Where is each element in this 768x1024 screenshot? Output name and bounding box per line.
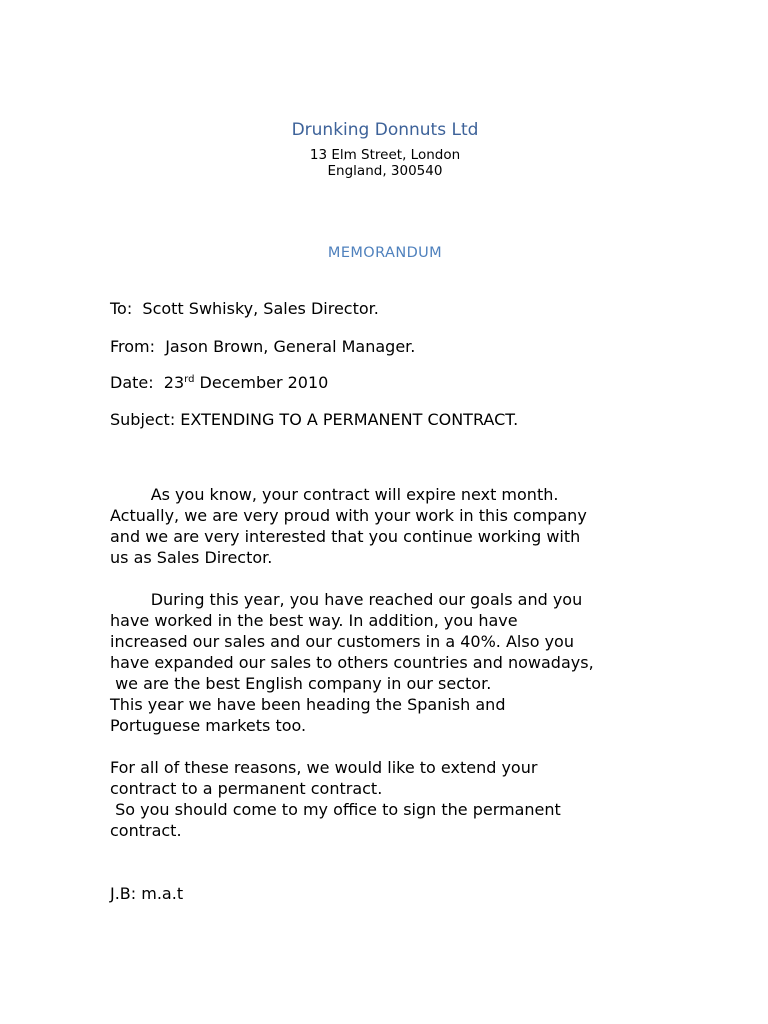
body-paragraph-3 xyxy=(110,757,680,841)
body-line: contract to a permanent contract. xyxy=(110,779,383,798)
memo-from: From: Jason Brown, General Manager. xyxy=(110,337,416,356)
memo-to: To: Scott Swhisky, Sales Director. xyxy=(110,299,379,318)
memo-subject: Subject: EXTENDING TO A PERMANENT CONTRACT. xyxy=(110,410,519,429)
body-line: us as Sales Director. xyxy=(110,548,273,567)
body-line: During this year, you have reached our goals and you xyxy=(110,590,583,609)
body-line: contract. xyxy=(110,821,182,840)
body-line: have worked in the best way. In addition, you have xyxy=(110,611,518,630)
memo-date-rest: December 2010 xyxy=(194,373,329,392)
body-line: So you should come to my office to sign the permanent xyxy=(110,800,561,819)
body-line: increased our sales and our customers in a 40%. Also you xyxy=(110,632,574,651)
body-line: For all of these reasons, we would like to extend your xyxy=(110,758,538,777)
body-paragraph-2 xyxy=(110,589,680,736)
body-line: This year we have been heading the Spanish and xyxy=(110,695,506,714)
body-line: Actually, we are very proud with your work in this company xyxy=(110,506,587,525)
body-paragraph-1 xyxy=(110,484,680,568)
body-line: have expanded our sales to others countries and nowadays, xyxy=(110,653,594,672)
body-line: As you know, your contract will expire next month. xyxy=(110,485,559,504)
memo-date-ordinal: rd xyxy=(184,374,195,385)
signature-initials: J.B: m.a.t xyxy=(110,884,184,903)
memo-date-prefix: Date: 23 xyxy=(110,373,185,392)
body-line: and we are very interested that you continue working with xyxy=(110,527,581,546)
memo-date xyxy=(110,373,328,392)
memo-title: MEMORANDUM xyxy=(327,245,443,261)
address-line-1: 13 Elm Street, London xyxy=(309,147,461,163)
body-line: we are the best English company in our sector. xyxy=(110,674,492,693)
body-line: Portuguese markets too. xyxy=(110,716,307,735)
company-name: Drunking Donnuts Ltd xyxy=(291,120,479,140)
address-line-2: England, 300540 xyxy=(327,163,443,179)
